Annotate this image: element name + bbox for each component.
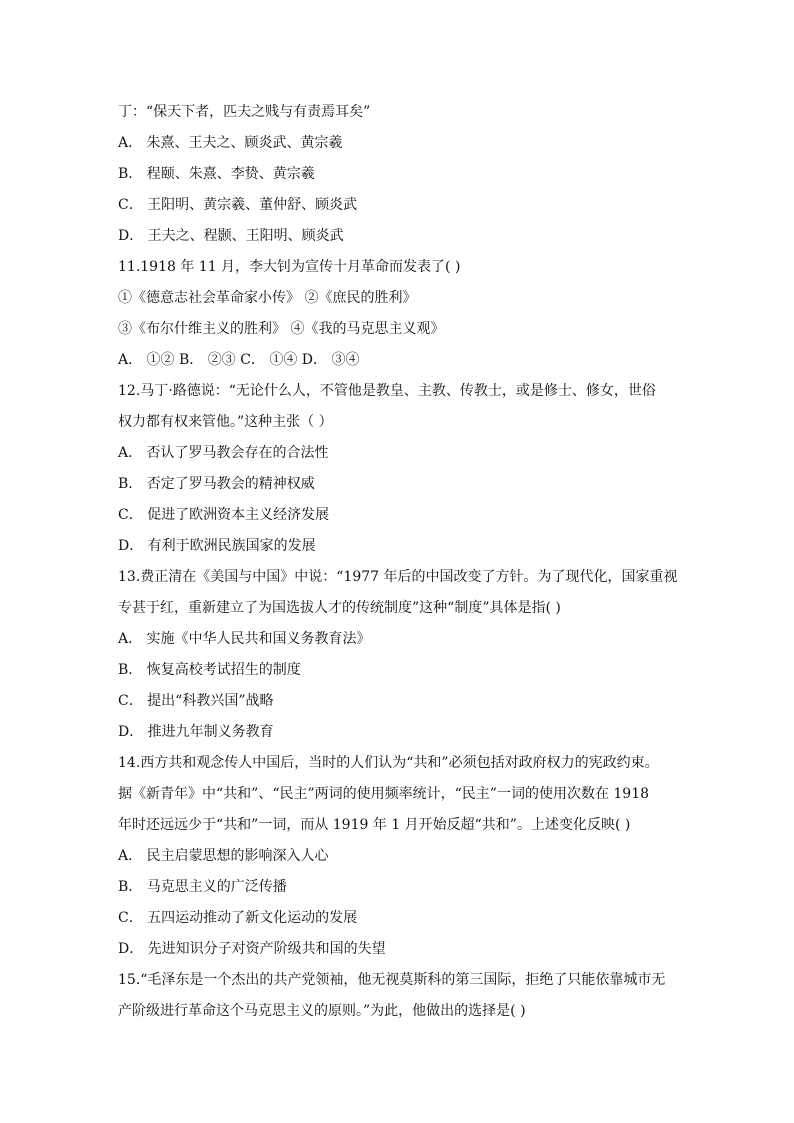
quote-ding: 丁：“保天下者，匹夫之贱与有责焉耳矣” bbox=[118, 104, 371, 120]
q11-options: A． ①② B． ②③ C． ①④ D． ③④ bbox=[118, 352, 360, 368]
q10-option-d: D． 王夫之、程颢、王阳明、顾炎武 bbox=[118, 228, 344, 244]
q13-option-b: B． 恢复高校考试招生的制度 bbox=[118, 662, 301, 678]
q13-option-a: A． 实施《中华人民共和国义务教育法》 bbox=[118, 631, 371, 647]
q14-option-a: A． 民主启蒙思想的影响深入人心 bbox=[118, 848, 329, 864]
q14-stem-line-1: 14.西方共和观念传人中国后，当时的人们认为“共和”必须包括对政府权力的宪政约束。 bbox=[118, 755, 659, 771]
q13-stem-line-1: 13.费正清在《美国与中国》中说：“1977 年后的中国改变了方针。为了现代化，国家重视 bbox=[118, 569, 678, 585]
q14-option-b: B． 马克思主义的广泛传播 bbox=[118, 879, 287, 895]
q11-items-3-4: ③《布尔什维主义的胜利》 ④《我的马克思主义观》 bbox=[118, 321, 445, 337]
q12-option-a: A． 否认了罗马教会存在的合法性 bbox=[118, 445, 329, 461]
q11-items-1-2: ①《德意志社会革命家小传》 ②《庶民的胜利》 bbox=[118, 290, 417, 306]
q12-stem-line-2: 权力都有权来管他。”这种主张（ ） bbox=[118, 414, 333, 430]
q15-stem-line-2: 产阶级进行革命这个马克思主义的原则。”为此，他做出的选择是( ) bbox=[118, 1003, 526, 1019]
q12-option-b: B． 否定了罗马教会的精神权威 bbox=[118, 476, 315, 492]
q10-option-a: A． 朱熹、王夫之、顾炎武、黄宗羲 bbox=[118, 135, 343, 151]
q14-stem-line-3: 年时还远远少于“共和”一词，而从 1919 年 1 月开始反超“共和”。上述变化反映( ) bbox=[118, 817, 631, 833]
q14-option-d: D． 先进知识分子对资产阶级共和国的失望 bbox=[118, 941, 386, 957]
q13-option-c: C． 提出“科教兴国”战略 bbox=[118, 693, 274, 709]
q12-stem-line-1: 12.马丁·路德说：“无论什么人，不管他是教皇、主教、传教士，或是修士、修女，世俗 bbox=[118, 383, 656, 399]
q13-stem-line-2: 专甚于红，重新建立了为国选拔人才的传统制度”这种“制度”具体是指( ) bbox=[118, 600, 561, 616]
q12-option-c: C． 促进了欧洲资本主义经济发展 bbox=[118, 507, 330, 523]
q10-option-b: B． 程颐、朱熹、李贽、黄宗羲 bbox=[118, 166, 315, 182]
q14-stem-line-2: 据《新青年》中“共和”、“民主”两词的使用频率统计，“民主”一词的使用次数在 1918 bbox=[118, 786, 650, 802]
q15-stem-line-1: 15.“毛泽东是一个杰出的共产党领袖，他无视莫斯科的第三国际，拒绝了只能依靠城市无 bbox=[118, 972, 666, 988]
q11-stem: 11.1918 年 11 月，李大钊为宣传十月革命而发表了( ) bbox=[118, 259, 461, 275]
q13-option-d: D． 推进九年制义务教育 bbox=[118, 724, 274, 740]
q10-option-c: C． 王阳明、黄宗羲、董仲舒、顾炎武 bbox=[118, 197, 358, 213]
q14-option-c: C． 五四运动推动了新文化运动的发展 bbox=[118, 910, 358, 926]
q12-option-d: D． 有利于欧洲民族国家的发展 bbox=[118, 538, 316, 554]
